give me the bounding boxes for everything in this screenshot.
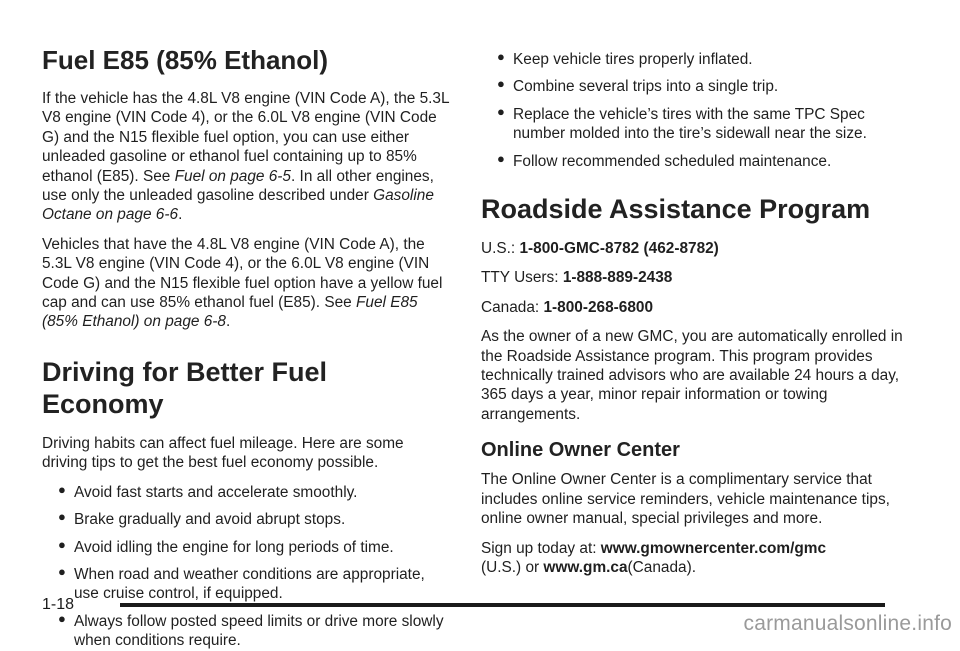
link-fuel-e85[interactable]: Fuel E85 (85% Ethanol) on page 6-8 [42, 294, 418, 331]
fuel-economy-tips-list-continued [481, 50, 911, 171]
us-phone-number[interactable]: 1-800-GMC-8782 (462-8782) [519, 240, 719, 258]
page-number: 1-18 [42, 596, 75, 613]
list-item [481, 105, 911, 144]
list-item [42, 612, 452, 651]
list-item [42, 538, 452, 557]
canada-suffix: (Canada). [627, 558, 696, 576]
roadside-tty-line [481, 268, 911, 287]
list-item [42, 565, 452, 604]
roadside-body: As the owner of a new GMC, you are automatically enrolled in the Roadside Assistance program. This program provides technically trained advisors who are available 24 hours a day, 365 days a year, minor repair information or towing arrangements. [481, 328, 903, 423]
tip-text: Avoid idling the engine for long periods of time. [74, 538, 394, 556]
bullet-icon: ● [58, 481, 66, 497]
list-item [42, 510, 452, 529]
tip-text: Always follow posted speed limits or drive more slowly when conditions require. [74, 612, 444, 650]
owner-center-body: The Online Owner Center is a complimentary service that includes online service reminders, vehicle maintenance tips, online owner manual, special privileges and more. [481, 471, 890, 528]
bullet-icon: ● [497, 49, 505, 64]
list-item [42, 483, 452, 502]
tip-text: Combine several trips into a single trip. [513, 78, 779, 96]
e85-p2-end: . [225, 313, 231, 331]
e85-p1-text: If the vehicle has the 4.8L V8 engine (VIN Code A), the 5.3L V8 engine (VIN Code 4), or the 6.0L V8 engine (VIN Code G) and the N15 flexible fuel option, you can use either unleaded gasoline or ethanol fuel containing up to 85% ethanol (E85). See [42, 90, 449, 185]
bullet-icon: ● [58, 563, 66, 579]
list-item [481, 152, 911, 171]
link-gasoline-octane[interactable]: Gasoline Octane on page 6-6 [42, 187, 434, 224]
tip-text: Follow recommended scheduled maintenance. [513, 152, 832, 170]
owner-center-signup [481, 539, 911, 578]
bullet-icon: ● [58, 610, 66, 626]
bullet-icon: ● [497, 76, 505, 92]
e85-p2-text: Vehicles that have the 4.8L V8 engine (VIN Code A), the 5.3L V8 engine (VIN Code 4), or the 6.0L V8 engine (VIN Code G) and the N15 flexible fuel option have a yellow fuel cap and can use 85% ethanol fuel (E85). See [42, 235, 443, 312]
list-item [481, 77, 911, 96]
tip-text: Avoid fast starts and accelerate smoothly. [74, 483, 358, 501]
tty-phone-number[interactable]: 1-888-889-2438 [562, 269, 673, 287]
url-gm-ca[interactable]: www.gm.ca [543, 558, 628, 576]
e85-p1-end: . [178, 206, 183, 224]
e85-p1-mid: . In all other engines, use only the unleaded gasoline described under [42, 167, 434, 205]
e85-paragraph-2 [42, 235, 452, 332]
tip-text: Keep vehicle tires properly inflated. [513, 51, 753, 68]
us-label: U.S.: [481, 240, 520, 258]
fuel-economy-intro: Driving habits can affect fuel mileage. Here are some driving tips to get the best fuel economy possible. [42, 434, 404, 472]
footer-rule [120, 603, 885, 607]
tip-text: When road and weather conditions are appropriate, use cruise control, if equipped. [74, 565, 425, 603]
heading-roadside-assistance: Roadside Assistance Program [481, 194, 871, 225]
roadside-us-line [481, 239, 911, 258]
heading-fuel-e85: Fuel E85 (85% Ethanol) [42, 45, 329, 75]
tip-text: Replace the vehicle’s tires with the same TPC Spec number molded into the tire’s sidewall near the size. [513, 105, 867, 143]
roadside-canada-line [481, 298, 911, 317]
link-fuel-page[interactable]: Fuel on page 6-5 [174, 167, 291, 185]
left-column [42, 0, 452, 651]
list-item [481, 50, 911, 69]
us-suffix: (U.S.) or [481, 558, 544, 576]
tip-text: Brake gradually and avoid abrupt stops. [74, 511, 346, 529]
bullet-icon: ● [497, 103, 505, 119]
heading-online-owner-center: Online Owner Center [481, 439, 680, 462]
heading-better-fuel-economy: Driving for Better Fuel Economy [42, 356, 328, 419]
tty-label: TTY Users: [481, 269, 563, 287]
signup-prefix: Sign up today at: [481, 539, 601, 557]
right-column [481, 0, 911, 577]
bullet-icon: ● [58, 536, 66, 552]
bullet-icon: ● [58, 509, 66, 525]
canada-label: Canada: [481, 298, 544, 316]
e85-paragraph-1 [42, 89, 452, 225]
canada-phone-number[interactable]: 1-800-268-6800 [543, 298, 653, 316]
url-gmownercenter[interactable]: www.gmownercenter.com/gmc [600, 539, 827, 557]
watermark: carmanualsonline.info [743, 612, 952, 635]
fuel-economy-tips-list [42, 483, 452, 651]
bullet-icon: ● [497, 150, 505, 166]
